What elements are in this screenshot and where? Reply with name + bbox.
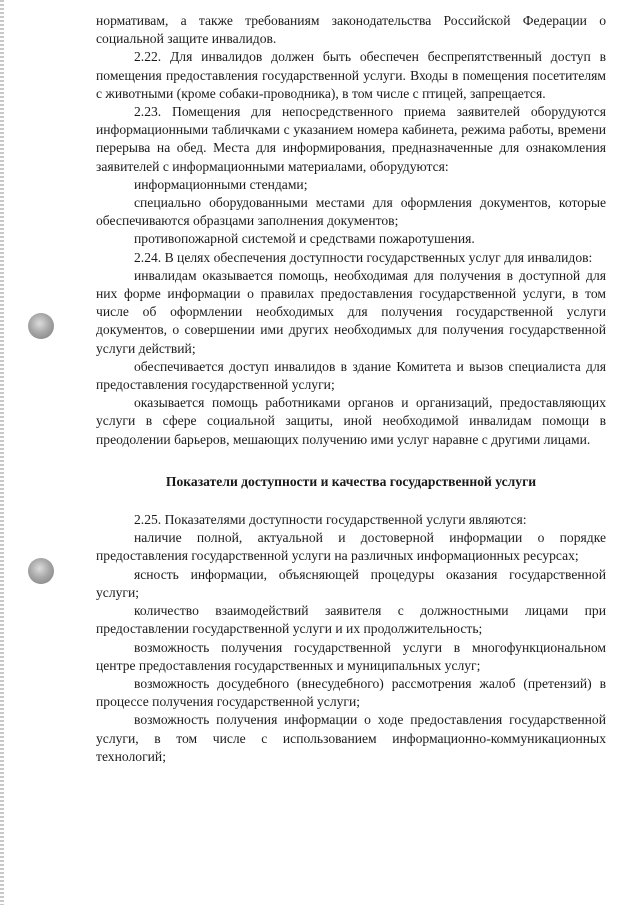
paragraph: нормативам, а также требованиям законодательства Российской Федерации о социальной защите инвалидов.	[96, 13, 606, 47]
paragraph: 2.24. В целях обеспечения доступности государственных услуг для инвалидов:	[134, 249, 593, 265]
paragraph: оказывается помощь работниками органов и организаций, предоставляющих услуги в сфере социальной защиты, иной необходимой инвалидам помощи в преодолении барьеров, мешающих получению ими услуг наравне с другими лицами.	[96, 395, 606, 447]
paragraph: 2.22. Для инвалидов должен быть обеспечен беспрепятственный доступ в помещения предоставления государственной услуги. Входы в помещения посетителям с животными (кроме собаки-проводника), в том числе с птицей, запрещается.	[96, 49, 606, 101]
paragraph: наличие полной, актуальной и достоверной информации о порядке предоставления государственной услуги на различных информационных ресурсах;	[96, 530, 606, 564]
paragraph: информационными стендами;	[134, 176, 308, 192]
body-text-before	[96, 12, 606, 449]
paragraph: 2.25. Показателями доступности государственной услуги являются:	[134, 512, 527, 528]
paragraph: специально оборудованными местами для оформления документов, которые обеспечиваются образцами заполнения документов;	[96, 195, 606, 229]
paragraph: возможность получения государственной услуги в многофункциональном центре предоставления государственных и муниципальных услуг;	[96, 639, 606, 673]
punch-hole-upper	[28, 313, 54, 339]
paragraph: возможность получения информации о ходе предоставления государственной услуги, в том числе с использованием информационно-коммуникационных технологий;	[96, 712, 606, 764]
paragraph: ясность информации, объясняющей процедуры оказания государственной услуги;	[96, 566, 606, 600]
paragraph: 2.23. Помещения для непосредственного приема заявителей оборудуются информационными табличками с указанием номера кабинета, режима работы, времени перерыва на обед. Места для информирования, предназначенные для ознакомления заявителей с информационными материалами, оборудуются:	[96, 104, 606, 174]
paragraph: количество взаимодействий заявителя с должностными лицами при предоставлении государственной услуги и их продолжительность;	[96, 603, 606, 637]
section-heading: Показатели доступности и качества государственной услуги	[165, 473, 537, 489]
document-page	[96, 12, 606, 766]
paragraph: обеспечивается доступ инвалидов в здание Комитета и вызов специалиста для предоставления государственной услуги;	[96, 358, 606, 393]
scan-binding-edge	[0, 0, 4, 905]
body-text-after	[96, 511, 606, 766]
punch-hole-lower	[28, 558, 54, 584]
paragraph: противопожарной системой и средствами пожаротушения.	[134, 231, 475, 247]
paragraph: возможность досудебного (внесудебного) рассмотрения жалоб (претензий) в процессе получения государственной услуги;	[96, 675, 606, 710]
paragraph: инвалидам оказывается помощь, необходимая для получения в доступной для них форме информации о правилах предоставления государственной услуги, в том числе об оформлении необходимых для получения государственной услуги документов, о совершении ими других необходимых для получения государственной услуги действий;	[96, 267, 606, 356]
